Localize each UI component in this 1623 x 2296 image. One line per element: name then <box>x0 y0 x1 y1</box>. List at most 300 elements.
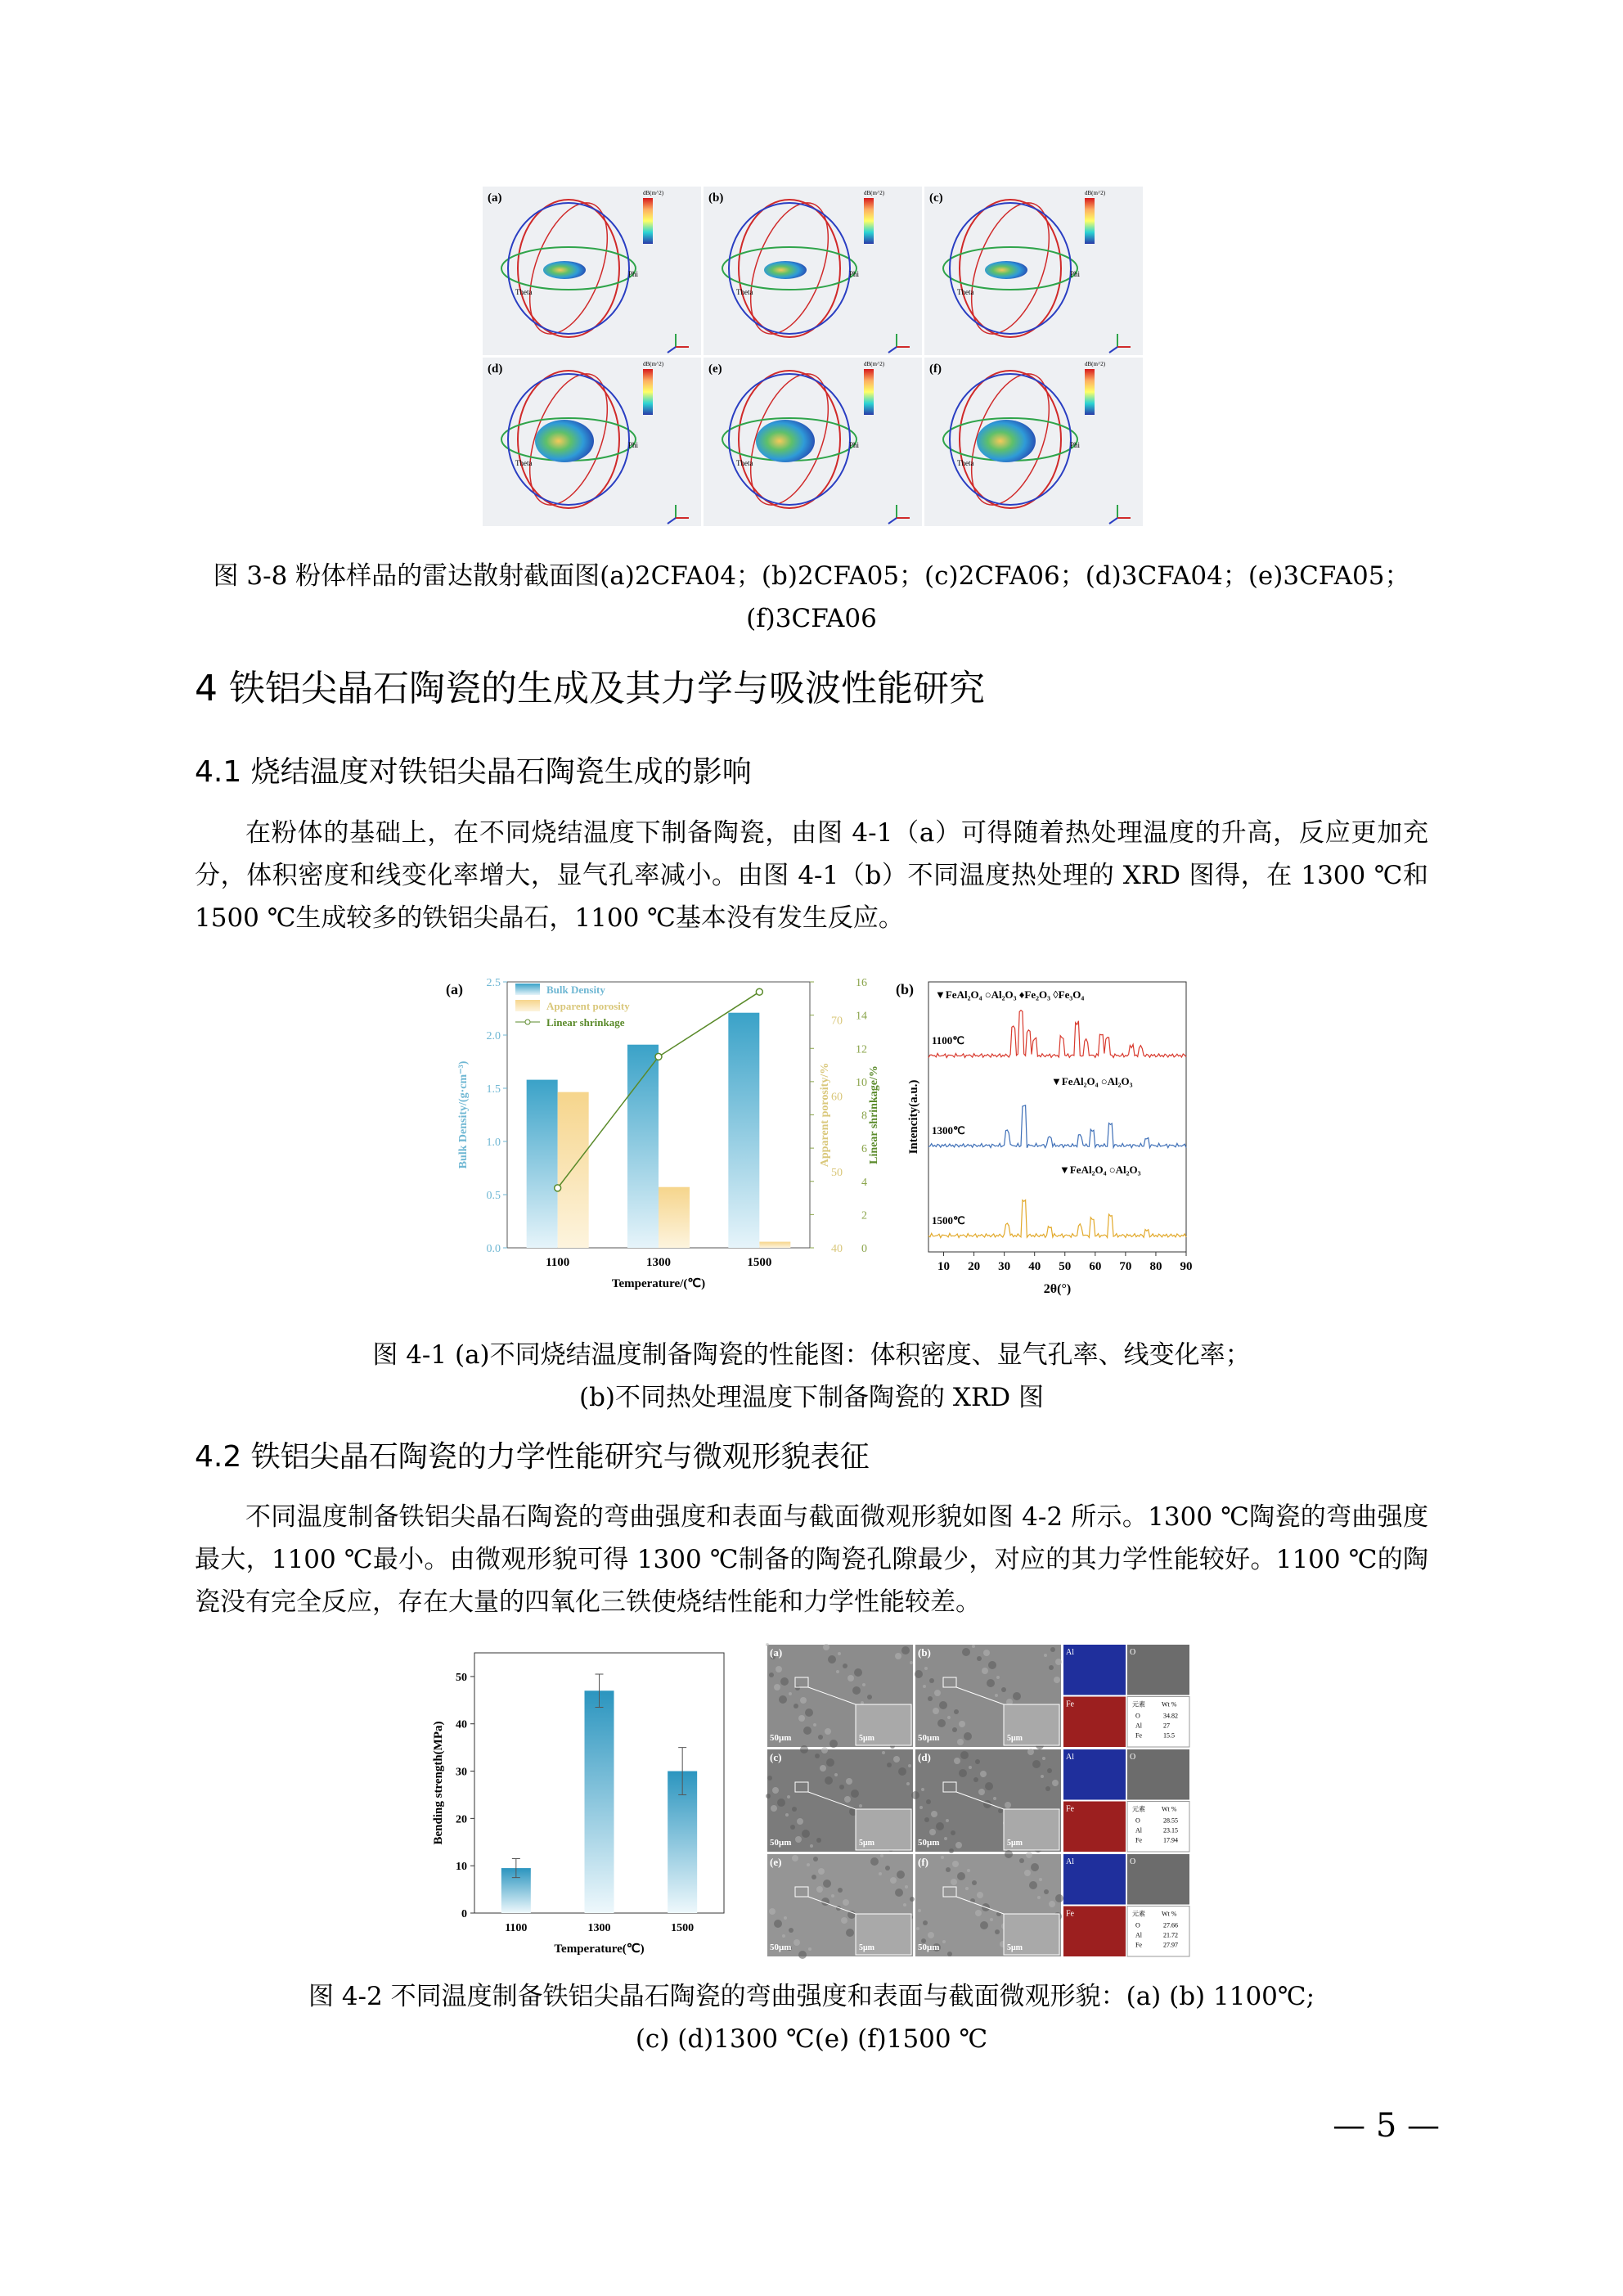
sem-texture-grain <box>951 1830 955 1835</box>
xrd-x-tick-label: 70 <box>1119 1260 1132 1273</box>
eds-wt: 27.97 <box>1163 1941 1178 1949</box>
sem-texture-grain <box>829 1740 838 1748</box>
sem-texture-grain <box>980 1921 988 1929</box>
sem-texture-grain <box>1047 1768 1052 1773</box>
sem-scale-small: 5μm <box>859 1839 874 1848</box>
x-axis-label: Temperature/(℃) <box>611 1277 706 1290</box>
sem-texture-grain <box>924 1817 929 1822</box>
sem-texture-grain <box>820 1765 826 1772</box>
sem-texture-grain <box>862 1683 865 1686</box>
eds-element: Al <box>1135 1826 1142 1835</box>
sem-texture-grain <box>815 1754 820 1758</box>
sem-texture-grain <box>1037 1896 1041 1899</box>
figure-4-1-caption-line1: 图 4-1 (a)不同烧结温度制备陶瓷的性能图：体积密度、显气孔率、线变化率； <box>372 1340 1251 1370</box>
axis-theta-label: Theta <box>515 459 533 467</box>
sem-texture-grain <box>995 1694 998 1697</box>
sem-texture-grain <box>1055 1659 1062 1665</box>
sem-texture-grain <box>1044 1889 1049 1894</box>
sem-texture-grain <box>774 1920 782 1928</box>
sem-texture-grain <box>792 1855 798 1862</box>
eds-element: O <box>1135 1817 1140 1825</box>
sem-texture-grain <box>1005 1802 1011 1808</box>
sem-texture-grain <box>985 1782 993 1790</box>
sem-texture-grain <box>882 1751 885 1754</box>
eds-table-header: Wt % <box>1162 1910 1177 1918</box>
eds-map-o <box>1127 1749 1189 1800</box>
sem-texture-grain <box>797 1818 803 1825</box>
axis-phi-label: Phi <box>1070 270 1081 278</box>
sem-texture-grain <box>895 1653 901 1659</box>
sem-texture-grain <box>810 1844 813 1848</box>
sem-texture-grain <box>1049 1901 1055 1907</box>
sem-texture-grain <box>798 1951 807 1959</box>
colorbar <box>643 198 653 244</box>
sem-texture-grain <box>805 1708 813 1717</box>
axis-phi-label: Phi <box>628 441 639 449</box>
sem-texture-grain <box>924 1667 928 1670</box>
bar-bulk-density <box>627 1045 659 1248</box>
sem-texture-grain <box>831 1894 834 1898</box>
sem-texture-grain <box>901 1646 910 1654</box>
sem-texture-grain <box>808 1947 812 1951</box>
eds-map-o <box>1127 1854 1189 1905</box>
right-axis-tick-label: 14 <box>856 1010 867 1023</box>
sem-texture-grain <box>923 1920 928 1925</box>
sem-texture-grain <box>955 1842 962 1848</box>
colorbar <box>1085 369 1095 415</box>
xrd-x-tick-label: 50 <box>1059 1260 1072 1273</box>
sem-texture-grain <box>803 1727 812 1735</box>
eds-element: Fe <box>1135 1731 1142 1740</box>
sem-texture-grain <box>802 1830 810 1838</box>
sem-texture-grain <box>813 1723 816 1727</box>
rcs-panel <box>704 187 922 355</box>
sem-texture-grain <box>903 1903 906 1907</box>
eds-wt: 27.66 <box>1163 1921 1178 1929</box>
sem-texture-grain <box>776 1666 782 1672</box>
sem-texture-grain <box>898 1767 906 1776</box>
colorbar <box>1085 198 1095 244</box>
sem-texture-grain <box>895 1889 903 1897</box>
sem-texture-grain <box>821 1747 828 1754</box>
xrd-trace <box>928 1200 1186 1238</box>
sem-texture-grain <box>798 1715 805 1722</box>
sem-texture-grain <box>944 1837 947 1840</box>
sem-texture-grain <box>844 1796 851 1803</box>
sem-texture-grain <box>1013 1692 1021 1700</box>
sem-texture-grain <box>851 1790 859 1798</box>
sem-texture-grain <box>995 1929 1000 1934</box>
figure-4-1-caption-line2: (b)不同热处理温度下制备陶瓷的 XRD 图 <box>578 1383 1044 1412</box>
sem-texture-grain <box>905 1885 908 1889</box>
sem-texture-grain <box>1031 1863 1039 1871</box>
sem-texture-grain <box>789 1928 794 1933</box>
sem-texture-grain <box>1032 1760 1041 1768</box>
sem-texture-grain <box>893 1756 900 1763</box>
eds-wt: 17.94 <box>1163 1836 1178 1844</box>
figure-3-8-caption <box>0 555 1623 640</box>
xrd-x-tick-label: 90 <box>1180 1260 1193 1273</box>
sem-texture-grain <box>942 1940 946 1943</box>
bend-y-axis-label: Bending strength(MPa) <box>432 1721 445 1845</box>
sem-texture-grain <box>879 1872 882 1875</box>
eds-wt: 34.82 <box>1163 1712 1178 1720</box>
sem-texture-grain <box>854 1668 862 1677</box>
sem-texture-grain <box>908 1764 911 1767</box>
mid-axis-tick-label: 70 <box>831 1015 843 1028</box>
sem-texture-grain <box>834 1773 838 1776</box>
sem-texture-grain <box>812 1875 816 1880</box>
sem-texture-grain <box>921 1788 924 1791</box>
sem-texture-grain <box>982 1668 988 1674</box>
bend-y-tick-label: 30 <box>456 1766 467 1779</box>
sem-texture-grain <box>996 1676 1000 1679</box>
mid-axis-tick-label: 40 <box>831 1243 843 1255</box>
sem-texture-grain <box>1041 1775 1044 1778</box>
axis-phi-label: Phi <box>628 270 639 278</box>
sem-scale-small: 5μm <box>859 1943 874 1952</box>
sem-texture-grain <box>1050 1647 1055 1652</box>
xrd-x-tick-label: 80 <box>1149 1260 1162 1273</box>
sem-scale-small: 5μm <box>859 1734 874 1743</box>
sem-texture-grain <box>1027 1749 1034 1755</box>
figure-3-8-caption-line1: 图 3-8 粉体样品的雷达散射截面图(a)2CFA04；(b)2CFA05；(c)2CFA06；(d)3CFA04；(e)3CFA05； <box>213 561 1410 591</box>
sem-texture-grain <box>807 1863 810 1866</box>
xrd-trace-label: 1300℃ <box>932 1124 965 1137</box>
eds-wt: 23.15 <box>1163 1826 1178 1835</box>
point-linear-shrinkage <box>756 988 762 995</box>
bend-y-tick-label: 10 <box>456 1861 467 1874</box>
sem-texture-grain <box>870 1857 879 1866</box>
sem-texture-grain <box>975 1759 980 1764</box>
eds-table-header: Wt % <box>1162 1700 1177 1708</box>
rcs-panel-label: (b) <box>708 191 724 205</box>
sem-texture-grain <box>816 1886 823 1893</box>
eds-wt: 28.55 <box>1163 1817 1178 1825</box>
sem-texture-grain <box>838 1652 841 1655</box>
rcs-pattern <box>535 420 594 462</box>
sem-texture-grain <box>934 1690 941 1696</box>
sem-texture-grain <box>952 1727 957 1732</box>
rcs-pattern <box>764 261 807 279</box>
eds-wt: 27 <box>1163 1722 1170 1730</box>
sem-texture-grain <box>800 1745 808 1754</box>
xrd-x-tick-label: 30 <box>998 1260 1011 1273</box>
sem-scale-small: 5μm <box>1007 1943 1023 1952</box>
sem-texture-grain <box>777 1799 785 1807</box>
bend-x-axis-label: Temperature(℃) <box>554 1943 645 1956</box>
x-tick-label: 1500 <box>747 1256 772 1269</box>
sem-texture-grain <box>923 1685 926 1688</box>
sem-texture-grain <box>967 1869 970 1872</box>
sem-panel-label: (f) <box>918 1856 928 1868</box>
xrd-x-tick-label: 40 <box>1028 1260 1041 1273</box>
sem-texture-grain <box>847 1675 854 1681</box>
sem-texture-grain <box>789 1692 792 1695</box>
eds-label-fe: Fe <box>1066 1699 1074 1709</box>
left-axis-tick-label: 2.5 <box>486 977 501 989</box>
sem-panel-label: (b) <box>918 1646 931 1659</box>
sem-texture-grain <box>794 1704 798 1708</box>
sem-texture-grain <box>816 1838 821 1843</box>
point-linear-shrinkage <box>655 1053 662 1060</box>
sem-texture-grain <box>972 1880 977 1885</box>
sem-panel-label: (e) <box>770 1856 782 1868</box>
eds-element: Al <box>1135 1722 1142 1730</box>
sem-texture-grain <box>774 1684 780 1690</box>
sem-texture-grain <box>990 1918 993 1921</box>
figure-4-2-caption <box>0 1975 1623 2060</box>
x-tick-label: 1300 <box>646 1256 671 1269</box>
sem-texture-grain <box>779 1695 787 1704</box>
sem-texture-grain <box>897 1871 905 1879</box>
eds-element: Fe <box>1135 1836 1142 1844</box>
sem-texture-grain <box>795 1686 800 1690</box>
sem-texture-grain <box>910 1661 913 1664</box>
legend-marker <box>525 1020 530 1024</box>
sem-texture-grain <box>937 1719 946 1727</box>
sem-scale-big: 50μm <box>770 1838 792 1848</box>
colorbar <box>864 369 874 415</box>
right-axis-tick-label: 12 <box>856 1043 867 1056</box>
axis-theta-label: Theta <box>736 459 753 467</box>
rcs-panel-label: (d) <box>488 362 503 376</box>
left-axis-tick-label: 2.0 <box>486 1030 501 1042</box>
right-axis-tick-label: 4 <box>861 1176 867 1189</box>
sem-texture-grain <box>978 1789 985 1795</box>
sem-texture-grain <box>939 1701 947 1709</box>
eds-wt: 21.72 <box>1163 1931 1178 1939</box>
sem-texture-grain <box>1054 1677 1060 1683</box>
sem-scale-small: 5μm <box>1007 1839 1023 1848</box>
sem-texture-grain <box>1044 1654 1047 1657</box>
eds-label-al: Al <box>1066 1753 1074 1762</box>
sem-texture-grain <box>1039 1878 1042 1881</box>
sem-texture-grain <box>828 1655 836 1663</box>
sem-texture-grain <box>915 1670 923 1678</box>
figure-4-2-caption-line2: (c) (d)1300 ℃(e) (f)1500 ℃ <box>635 2024 988 2054</box>
sem-texture-grain <box>795 1836 802 1843</box>
sem-texture-grain <box>839 1785 844 1790</box>
mid-axis-tick-label: 50 <box>831 1167 843 1180</box>
sem-texture-grain <box>1049 1665 1054 1670</box>
bend-y-tick-label: 40 <box>456 1718 467 1731</box>
legend-label: Linear shrinkage <box>546 1016 625 1029</box>
sem-texture-grain <box>975 1910 982 1916</box>
sem-texture-grain <box>980 1771 987 1777</box>
eds-map-o <box>1127 1645 1189 1695</box>
sem-texture-grain <box>794 1939 800 1946</box>
bend-x-tick-label: 1500 <box>671 1922 695 1934</box>
sem-texture-grain <box>1026 1852 1032 1858</box>
sem-texture-grain <box>825 1776 833 1785</box>
sem-texture-grain <box>977 1892 983 1898</box>
right-axis-tick-label: 16 <box>856 977 867 989</box>
panel-a-label: (a) <box>446 981 463 997</box>
left-axis-tick-label: 0.5 <box>486 1190 501 1202</box>
sem-texture-grain <box>887 1763 892 1767</box>
figure-4-2-caption-line1: 图 4-2 不同温度制备铁铝尖晶石陶瓷的弯曲强度和表面与截面微观形貌：(a) (b) 1100℃; <box>308 1982 1315 2011</box>
sem-texture-grain <box>916 1927 919 1930</box>
rcs-panel-label: (a) <box>488 191 502 205</box>
sem-texture-grain <box>823 1880 831 1888</box>
section-4-1-heading: 4.1 烧结温度对铁铝尖晶石陶瓷生成的影响 <box>195 755 752 789</box>
left-axis-tick-label: 0.0 <box>486 1243 501 1255</box>
sem-texture-grain <box>823 1644 829 1650</box>
sem-texture-grain <box>964 1732 972 1740</box>
sem-texture-grain <box>785 1813 789 1817</box>
sem-texture-grain <box>947 1952 952 1956</box>
sem-texture-grain <box>826 1758 834 1767</box>
colorbar <box>864 198 874 244</box>
sem-scale-big: 50μm <box>770 1733 792 1743</box>
legend-swatch <box>515 984 540 995</box>
eds-table-header: 元素 <box>1132 1700 1145 1708</box>
eds-table-header: Wt % <box>1162 1805 1177 1813</box>
sem-texture-grain <box>951 1879 957 1885</box>
sem-texture-grain <box>782 1934 785 1938</box>
rcs-panel <box>483 358 701 526</box>
sem-texture-grain <box>800 1697 807 1704</box>
axis-phi-label: Phi <box>849 441 860 449</box>
legend-label: Bulk Density <box>546 984 605 996</box>
sem-texture-grain <box>969 1766 972 1769</box>
figure-3-8 <box>483 187 1145 529</box>
sem-texture-grain <box>885 1866 890 1871</box>
sem-texture-grain <box>919 1806 923 1809</box>
xrd-x-tick-label: 10 <box>937 1260 951 1273</box>
sem-texture-grain <box>959 1721 965 1727</box>
sem-texture-grain <box>836 1670 839 1673</box>
sem-texture-grain <box>766 1794 771 1799</box>
sem-scale-small: 5μm <box>1007 1734 1023 1743</box>
colorbar-title: dB(m^2) <box>643 190 664 196</box>
radar-cross-section-panels <box>483 187 1145 529</box>
sem-texture-grain <box>910 1897 915 1902</box>
eds-label-fe: Fe <box>1066 1909 1074 1919</box>
sem-texture-grain <box>825 1728 831 1735</box>
sem-texture-grain <box>952 1861 959 1867</box>
bar-bulk-density <box>527 1080 558 1248</box>
y-axis-label-right: Linear shrinkage/% <box>868 1065 880 1164</box>
sem-texture-grain <box>847 1911 856 1919</box>
eds-wt: 15.5 <box>1163 1731 1175 1740</box>
xrd-trace <box>928 1105 1186 1148</box>
rcs-panel <box>924 187 1143 355</box>
axis-theta-label: Theta <box>515 288 533 296</box>
y-axis-label-left: Bulk Density/(g·cm⁻³) <box>457 1060 470 1169</box>
axis-theta-label: Theta <box>736 288 753 296</box>
sem-texture-grain <box>838 1888 843 1893</box>
xrd-trace <box>928 1011 1186 1058</box>
bend-x-tick-label: 1100 <box>505 1922 528 1934</box>
legend-swatch <box>515 1000 540 1011</box>
sem-texture-grain <box>846 1778 852 1785</box>
rcs-pattern <box>543 261 586 279</box>
left-axis-tick-label: 1.5 <box>486 1083 501 1096</box>
y-axis-label-mid: Apparent porosity/% <box>819 1062 831 1168</box>
bend-x-tick-label: 1300 <box>587 1922 611 1934</box>
sem-texture-grain <box>977 1656 982 1661</box>
eds-table-header: 元素 <box>1132 1805 1145 1813</box>
eds-label-o: O <box>1130 1753 1136 1762</box>
rcs-pattern <box>977 420 1036 462</box>
sem-texture-grain <box>1029 1881 1037 1889</box>
figure-4-1-caption <box>0 1334 1623 1419</box>
colorbar-title: dB(m^2) <box>1085 190 1106 196</box>
sem-texture-grain <box>818 1868 825 1875</box>
sem-texture-grain <box>998 1808 1003 1813</box>
figure-4-2-chart-and-micrographs <box>425 1641 1203 1972</box>
sem-texture-grain <box>767 1776 772 1781</box>
right-axis-tick-label: 6 <box>861 1143 867 1156</box>
sem-texture-grain <box>983 1650 990 1656</box>
rcs-panel-label: (f) <box>929 362 942 376</box>
sem-texture-grain <box>947 1716 951 1719</box>
section-4-2-paragraph <box>195 1496 1428 1623</box>
right-axis-tick-label: 0 <box>861 1243 867 1255</box>
sem-texture-grain <box>772 1787 779 1794</box>
bar-apparent-porosity <box>659 1187 690 1248</box>
sem-texture-grain <box>861 1701 864 1704</box>
figure-4-1-charts <box>442 970 1193 1297</box>
xrd-trace-label: 1500℃ <box>932 1214 965 1227</box>
eds-element: O <box>1135 1921 1140 1929</box>
left-axis-tick-label: 1.0 <box>486 1137 501 1149</box>
xrd-x-axis-label: 2θ(°) <box>1043 1282 1072 1296</box>
bar-apparent-porosity <box>759 1242 790 1248</box>
rcs-pattern <box>985 261 1027 279</box>
axis-theta-label: Theta <box>957 288 974 296</box>
eds-label-o: O <box>1130 1648 1136 1657</box>
xrd-legend-low: ▼FeAl₂O₄ ○Al₂O₃ <box>1059 1164 1141 1176</box>
sem-texture-grain <box>954 1709 959 1714</box>
rcs-pattern <box>756 420 815 462</box>
sem-texture-grain <box>993 1797 996 1800</box>
sem-texture-grain <box>929 1678 934 1683</box>
colorbar <box>643 369 653 415</box>
rcs-panel <box>704 358 922 526</box>
sem-texture-grain <box>941 1856 944 1859</box>
bar-apparent-porosity <box>558 1092 589 1248</box>
sem-texture-grain <box>780 1677 789 1686</box>
sem-texture-grain <box>843 1663 847 1668</box>
sem-texture-grain <box>946 1819 949 1822</box>
figure-3-8-caption-line2: (f)3CFA06 <box>746 604 877 633</box>
eds-element: Fe <box>1135 1941 1142 1949</box>
xrd-trace-label: 1100℃ <box>932 1034 964 1047</box>
rcs-panel-label: (c) <box>929 191 943 205</box>
bend-y-tick-label: 0 <box>461 1908 467 1920</box>
legend-label: Apparent porosity <box>546 1000 630 1012</box>
eds-element: Al <box>1135 1931 1142 1939</box>
section-4-1-paragraph <box>195 812 1428 939</box>
sem-scale-big: 50μm <box>918 1838 940 1848</box>
sem-scale-big: 50μm <box>770 1943 792 1952</box>
sem-texture-grain <box>954 1758 960 1764</box>
axis-theta-label: Theta <box>957 459 974 467</box>
sem-texture-grain <box>949 1848 954 1853</box>
sem-texture-grain <box>933 1708 939 1714</box>
sem-texture-grain <box>931 1811 937 1817</box>
sem-texture-grain <box>790 1825 795 1830</box>
sem-texture-grain <box>1045 1786 1050 1791</box>
sem-texture-grain <box>1052 1780 1059 1786</box>
sem-texture-grain <box>929 1829 936 1835</box>
sem-texture-grain <box>843 1899 849 1906</box>
sem-texture-grain <box>906 1782 910 1785</box>
bend-y-tick-label: 20 <box>456 1813 467 1826</box>
